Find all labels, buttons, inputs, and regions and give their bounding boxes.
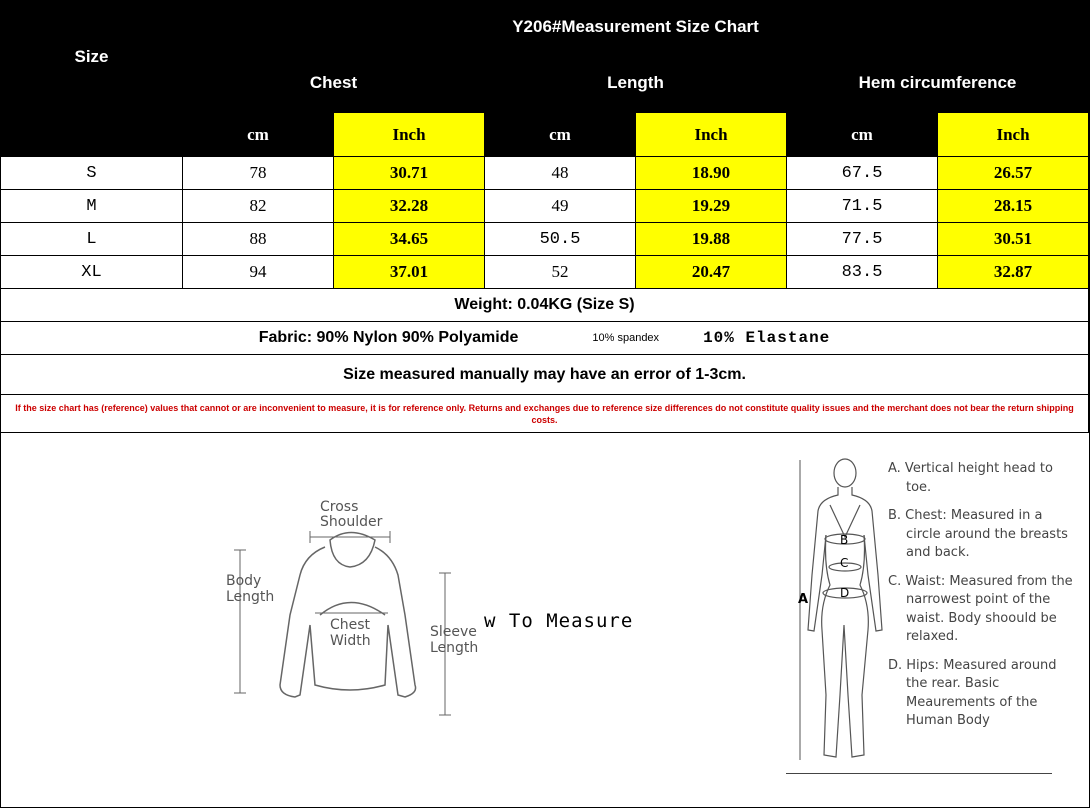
table-row xyxy=(1,256,1089,289)
cell-chest-cm: 88 xyxy=(183,223,334,256)
cell-length-cm: 52 xyxy=(485,256,636,289)
cell-length-inch: 19.88 xyxy=(636,223,787,256)
cell-chest-cm: 82 xyxy=(183,190,334,223)
cell-chest-inch: 32.28 xyxy=(334,190,485,223)
cell-hem-cm: 77.5 xyxy=(787,223,938,256)
cell-length-inch: 20.47 xyxy=(636,256,787,289)
disclaimer-note: If the size chart has (reference) values that cannot or are inconvenient to measure, it is for reference only. Returns and exchanges due to reference size differences do not constitute quality issues and the merchant does not bear the return shipping costs. xyxy=(1,395,1089,433)
cell-hem-cm: 67.5 xyxy=(787,157,938,190)
cell-chest-inch: 34.65 xyxy=(334,223,485,256)
body-diagram xyxy=(790,455,890,770)
fabric-elastane: 10% Elastane xyxy=(703,329,831,348)
unit-inch: Inch xyxy=(938,113,1089,157)
cell-chest-inch: 37.01 xyxy=(334,256,485,289)
cell-hem-cm: 71.5 xyxy=(787,190,938,223)
cell-length-cm: 49 xyxy=(485,190,636,223)
cell-length-inch: 18.90 xyxy=(636,157,787,190)
body-length-label-1: Body xyxy=(226,573,262,589)
garment-neck-shape xyxy=(330,533,375,568)
cross-shoulder-label-1: Cross xyxy=(320,499,359,515)
guide-item-c: C. Waist: Measured from the narrowest point of the waist. Body shoould be relaxed. xyxy=(888,573,1073,644)
body-head xyxy=(834,459,856,487)
weight-note: Weight: 0.04KG (Size S) xyxy=(1,289,1089,322)
cell-length-inch: 19.29 xyxy=(636,190,787,223)
how-to-measure-text: w To Measure xyxy=(484,610,634,632)
cell-chest-inch: 30.71 xyxy=(334,157,485,190)
sleeve-length-label-2: Length xyxy=(430,640,479,656)
guide-item-a: A. Vertical height head to toe. xyxy=(888,461,1053,495)
chest-width-label-2: Width xyxy=(330,633,371,649)
cell-size: M xyxy=(1,190,183,223)
size-header-spacer xyxy=(1,113,183,157)
label-c: C xyxy=(840,556,849,570)
unit-inch: Inch xyxy=(334,113,485,157)
table-row xyxy=(1,190,1089,223)
cell-chest-cm: 78 xyxy=(183,157,334,190)
unit-cm: cm xyxy=(485,113,636,157)
table-row xyxy=(1,157,1089,190)
group-hem: Hem circumference xyxy=(787,53,1089,113)
fabric-spandex: 10% spandex xyxy=(592,332,660,345)
measurement-guide-list xyxy=(888,460,1078,741)
unit-cm: cm xyxy=(787,113,938,157)
cell-length-cm: 50.5 xyxy=(485,223,636,256)
garment-diagram xyxy=(220,495,480,725)
body-length-label-2: Length xyxy=(226,589,275,605)
cell-size: XL xyxy=(1,256,183,289)
table-row xyxy=(1,223,1089,256)
chest-width-label-1: Chest xyxy=(330,617,371,633)
cell-hem-inch: 28.15 xyxy=(938,190,1089,223)
cell-hem-cm: 83.5 xyxy=(787,256,938,289)
size-header: Size xyxy=(1,1,183,113)
cell-hem-inch: 32.87 xyxy=(938,256,1089,289)
fabric-row xyxy=(1,322,1089,355)
fabric-main: Fabric: 90% Nylon 90% Polyamide xyxy=(258,329,519,347)
cell-size: L xyxy=(1,223,183,256)
cell-size: S xyxy=(1,157,183,190)
label-b: B xyxy=(840,533,849,547)
cross-shoulder-label-2: Shoulder xyxy=(320,514,383,530)
unit-cm: cm xyxy=(183,113,334,157)
group-length: Length xyxy=(485,53,787,113)
group-chest: Chest xyxy=(183,53,485,113)
sleeve-length-label-1: Sleeve xyxy=(430,624,477,640)
unit-inch: Inch xyxy=(636,113,787,157)
label-d: D xyxy=(840,586,850,600)
label-a: A xyxy=(798,592,809,607)
cell-hem-inch: 30.51 xyxy=(938,223,1089,256)
error-note: Size measured manually may have an error of 1-3cm. xyxy=(1,355,1089,395)
guide-item-b: B. Chest: Measured in a circle around the breasts and back. xyxy=(888,508,1068,560)
guide-underline xyxy=(786,773,1052,774)
cell-hem-inch: 26.57 xyxy=(938,157,1089,190)
chart-title: Y206#Measurement Size Chart xyxy=(183,1,1089,53)
guide-item-d: D. Hips: Measured around the rear. Basic Meaurements of the Human Body xyxy=(888,657,1057,728)
cell-length-cm: 48 xyxy=(485,157,636,190)
cell-chest-cm: 94 xyxy=(183,256,334,289)
